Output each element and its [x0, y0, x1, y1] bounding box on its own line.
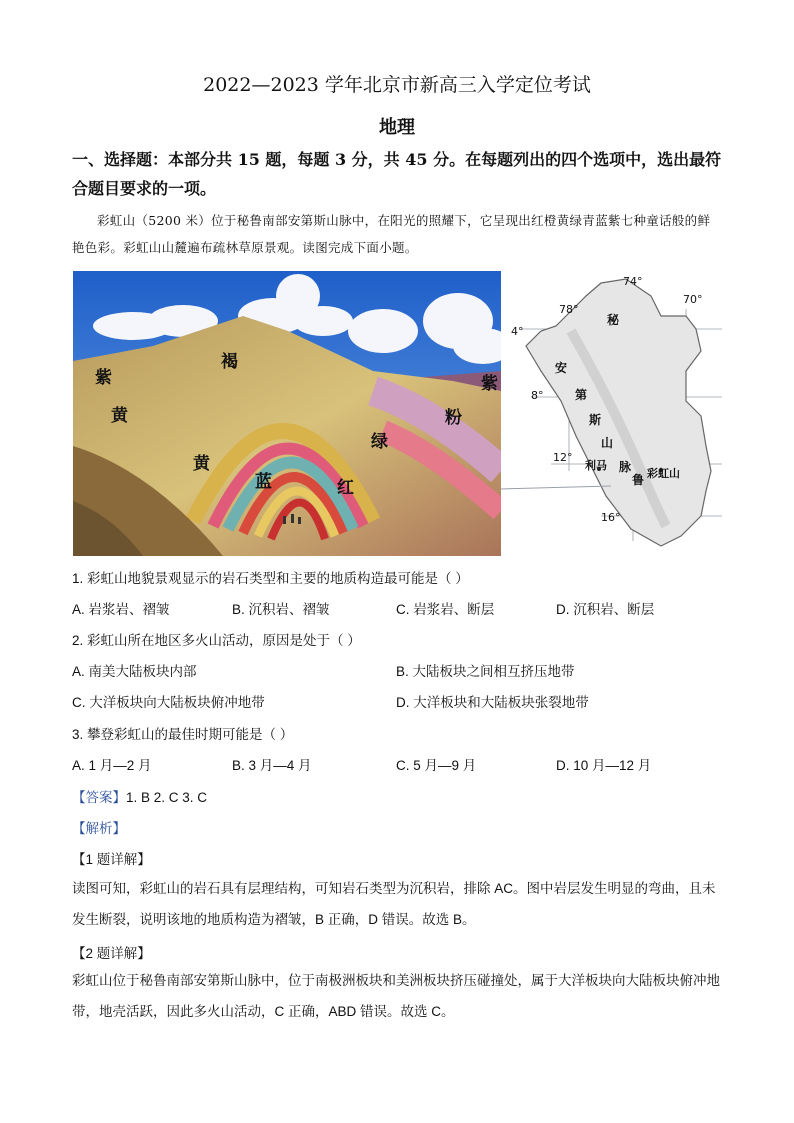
lima-label: 利马	[585, 459, 607, 472]
color-label-yellow: 黄	[111, 406, 128, 426]
range-label-char: 安	[555, 361, 568, 375]
range-label-char: 斯	[589, 413, 602, 427]
subject-title: 地理	[379, 117, 415, 138]
detail-2-text: 彩虹山位于秘鲁南部安第斯山脉中，位于南极洲板块和美洲板块挤压碰撞处，属于大洋板块向大陆板块俯冲地带，地壳活跃，因此多火山活动，C 正确，ABD 错误。故选 C。	[72, 973, 720, 1019]
color-label-pink: 粉	[445, 408, 462, 428]
color-label-purple: 紫	[481, 374, 498, 394]
question-1-option-b[interactable]: B. 沉积岩、褶皱	[232, 602, 330, 617]
question-3-option-c[interactable]: C. 5 月—9 月	[396, 758, 477, 773]
color-label-yellow: 黄	[193, 454, 210, 474]
range-label-char: 山	[601, 436, 614, 450]
country-label-char: 秘	[607, 313, 620, 327]
question-2-option-d[interactable]: D. 大洋板块和大陆板块张裂地带	[396, 695, 589, 710]
question-3-option-d[interactable]: D. 10 月—12 月	[556, 758, 652, 773]
question-2-option-b[interactable]: B. 大陆板块之间相互挤压地带	[396, 664, 575, 679]
question-1-option-d[interactable]: D. 沉积岩、断层	[556, 602, 655, 617]
question-3-option-b[interactable]: B. 3 月—4 月	[232, 758, 312, 773]
detail-1-text: 读图可知，彩虹山的岩石具有层理结构，可知岩石类型为沉积岩，排除 AC。图中岩层发生明显的弯曲，且未发生断裂，说明该地的地质构造为褶皱，B 正确，D 错误。故选 B。	[72, 881, 716, 927]
lat-16-label: 16°	[601, 511, 621, 524]
color-label-green: 绿	[371, 432, 388, 452]
question-1-option-c[interactable]: C. 岩浆岩、断层	[396, 602, 495, 617]
exam-title: 2022—2023 学年北京市新高三入学定位考试	[203, 74, 591, 96]
detail-1-title: 【1 题详解】	[72, 852, 151, 867]
question-3-stem: 3. 攀登彩虹山的最佳时期可能是（ ）	[72, 727, 294, 742]
answer-label: 【答案】	[72, 790, 126, 805]
lon-70-label: 70°	[683, 293, 703, 306]
question-2-stem: 2. 彩虹山所在地区多火山活动，原因是处于（ ）	[72, 633, 361, 648]
lat-8-label: 8°	[531, 389, 544, 402]
rainbow-mountain-photo	[73, 271, 501, 556]
lat-4-label: 4°	[511, 325, 524, 338]
country-label-char: 鲁	[632, 473, 645, 487]
color-label-red: 红	[337, 478, 354, 498]
question-intro: 彩虹山（5200 米）位于秘鲁南部安第斯山脉中，在阳光的照耀下，它呈现出红橙黄绿青蓝紫七种童话般的鲜艳色彩。彩虹山山麓遍布疏林草原景观。读图完成下面小题。	[72, 213, 711, 255]
answer-text: 1. B 2. C 3. C	[126, 790, 208, 805]
analysis-label: 【解析】	[72, 821, 126, 836]
answer-line	[72, 786, 207, 806]
peru-map	[501, 271, 722, 561]
range-label-char: 第	[575, 388, 588, 402]
question-3-option-a[interactable]: A. 1 月—2 月	[72, 758, 152, 773]
rainbow-mountain-label: 彩虹山	[647, 467, 680, 480]
lat-12-label: 12°	[553, 451, 573, 464]
color-label-brown: 褐	[221, 352, 238, 372]
question-1-stem: 1. 彩虹山地貌景观显示的岩石类型和主要的地质构造最可能是（ ）	[72, 571, 469, 586]
question-2-option-c[interactable]: C. 大洋板块向大陆板块俯冲地带	[72, 695, 265, 710]
question-2-option-a[interactable]: A. 南美大陆板块内部	[72, 664, 197, 679]
section-heading: 一、选择题：本部分共 15 题，每题 3 分，共 45 分。在每题列出的四个选项中，选出最符合题目要求的一项。	[72, 150, 722, 198]
detail-2-title: 【2 题详解】	[72, 946, 151, 961]
color-label-blue: 蓝	[255, 472, 272, 492]
color-label-purple: 紫	[95, 368, 112, 388]
lon-74-label: 74°	[623, 275, 643, 288]
question-1-option-a[interactable]: A. 岩浆岩、褶皱	[72, 602, 170, 617]
range-label-char: 脉	[619, 460, 632, 474]
lon-78-label: 78°	[559, 303, 579, 316]
